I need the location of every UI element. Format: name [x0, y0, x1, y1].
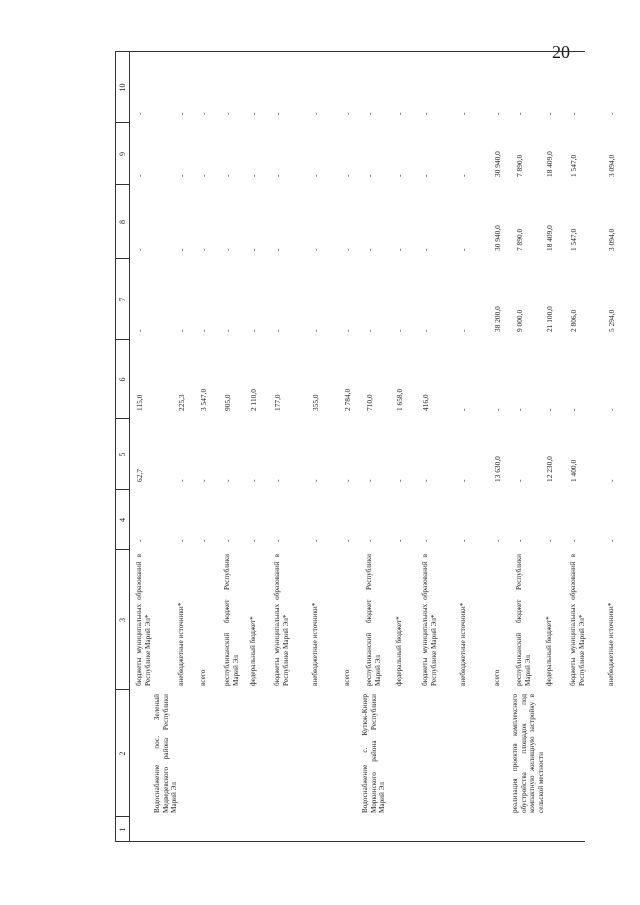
value-cell: 30 940,0: [493, 151, 502, 177]
value-cell: -: [311, 479, 320, 482]
value-cell: -: [311, 112, 320, 115]
value-cell: -: [223, 329, 232, 332]
column-header-1: 1: [118, 827, 127, 832]
value-cell: 355,0: [311, 394, 320, 411]
value-cell: 18 409,0: [545, 151, 554, 177]
value-cell: -: [273, 112, 282, 115]
value-cell: 13 630,0: [493, 456, 502, 482]
funding-source: всего: [199, 669, 207, 686]
value-cell: 3 547,0: [199, 388, 208, 411]
value-cell: -: [421, 329, 430, 332]
value-cell: -: [459, 174, 468, 177]
value-cell: -: [515, 479, 524, 482]
value-cell: -: [545, 539, 554, 542]
header-top-rule: [115, 52, 116, 842]
value-cell: -: [199, 112, 208, 115]
value-cell: -: [311, 329, 320, 332]
value-cell: -: [493, 408, 502, 411]
value-cell: -: [459, 329, 468, 332]
value-cell: -: [459, 479, 468, 482]
column-header-9: 9: [118, 152, 127, 156]
value-cell: -: [223, 248, 232, 251]
value-cell: 2 806,0: [569, 309, 578, 332]
value-cell: 9 000,0: [515, 309, 524, 332]
value-cell: -: [493, 112, 502, 115]
value-cell: 18 409,0: [545, 225, 554, 251]
value-cell: -: [515, 539, 524, 542]
value-cell: 38 200,0: [493, 306, 502, 332]
value-cell: -: [365, 248, 374, 251]
funding-source: всего: [343, 669, 351, 686]
value-cell: -: [365, 479, 374, 482]
value-cell: -: [199, 174, 208, 177]
group-name: Водоснабжение с. Кутюк-Кинер Моркинского района Республики Марий Эл: [361, 694, 386, 813]
column-header-8: 8: [118, 220, 127, 224]
funding-source: внебюджетные источники*: [311, 602, 319, 686]
column-header-5: 5: [118, 452, 127, 457]
value-cell: -: [223, 112, 232, 115]
value-cell: -: [365, 112, 374, 115]
value-cell: -: [343, 248, 352, 251]
funding-source: внебюджетные источники*: [177, 602, 185, 686]
value-cell: -: [365, 174, 374, 177]
value-cell: 115,0: [135, 394, 144, 411]
value-cell: -: [343, 539, 352, 542]
value-cell: -: [223, 539, 232, 542]
funding-source: внебюджетные источники*: [459, 602, 467, 686]
funding-source: республиканский бюджет Республики Марий Эл: [223, 554, 240, 686]
value-cell: -: [311, 174, 320, 177]
value-cell: 30 940,0: [493, 225, 502, 251]
funding-source: федеральный бюджет*: [249, 616, 257, 686]
value-cell: 1 658,0: [395, 388, 404, 411]
value-cell: -: [459, 539, 468, 542]
value-cell: -: [177, 479, 186, 482]
funding-source: бюджеты муниципальных образований в Республике Марий Эл*: [421, 554, 438, 686]
value-cell: -: [135, 329, 144, 332]
value-cell: -: [421, 479, 430, 482]
value-cell: -: [273, 174, 282, 177]
value-cell: -: [545, 408, 554, 411]
value-cell: -: [395, 112, 404, 115]
value-cell: -: [135, 112, 144, 115]
value-cell: -: [273, 329, 282, 332]
value-cell: -: [249, 174, 258, 177]
value-cell: 2 110,0: [249, 389, 258, 411]
value-cell: -: [515, 112, 524, 115]
value-cell: 21 100,0: [545, 306, 554, 332]
column-header-7: 7: [118, 297, 127, 302]
value-cell: 1 547,0: [569, 228, 578, 251]
value-cell: -: [493, 539, 502, 542]
value-cell: -: [607, 479, 616, 482]
value-cell: 7 890,0: [515, 228, 524, 251]
value-cell: -: [365, 329, 374, 332]
funding-source: республиканский бюджет Республики Марий Эл: [365, 554, 382, 686]
value-cell: -: [459, 248, 468, 251]
value-cell: -: [177, 248, 186, 251]
page-number: 20: [552, 42, 570, 62]
value-cell: -: [273, 248, 282, 251]
value-cell: 3 094,0: [607, 228, 616, 251]
column-header-4: 4: [118, 518, 127, 522]
value-cell: -: [199, 539, 208, 542]
budget-table: [115, 52, 616, 842]
value-cell: 710,0: [365, 394, 374, 411]
value-cell: -: [223, 174, 232, 177]
value-cell: -: [607, 112, 616, 115]
value-cell: -: [395, 174, 404, 177]
funding-source: внебюджетные источники*: [607, 602, 615, 686]
value-cell: -: [459, 112, 468, 115]
value-cell: -: [135, 174, 144, 177]
value-cell: -: [421, 174, 430, 177]
value-cell: -: [199, 329, 208, 332]
funding-source: бюджеты муниципальных образований в Республике Марий Эл*: [569, 554, 586, 686]
value-cell: -: [223, 479, 232, 482]
column-header-10: 10: [118, 83, 127, 92]
funding-source: республиканский бюджет Республики Марий Эл: [515, 554, 532, 686]
value-cell: -: [177, 112, 186, 115]
value-cell: -: [421, 112, 430, 115]
rotated-table-area: [115, 52, 616, 842]
column-header-2: 2: [118, 751, 127, 756]
funding-source: бюджеты муниципальных образований в Республике Марий Эл*: [135, 554, 152, 686]
value-cell: -: [249, 329, 258, 332]
value-cell: -: [311, 539, 320, 542]
funding-source: всего: [493, 669, 501, 686]
value-cell: 7 890,0: [515, 154, 524, 177]
value-cell: -: [569, 408, 578, 411]
value-cell: -: [607, 408, 616, 411]
value-cell: -: [249, 479, 258, 482]
value-cell: 3 094,0: [607, 154, 616, 177]
value-cell: -: [273, 539, 282, 542]
group-name: реализация проектов комплексного обустройства площадок под компактную жилищную застройку в сельской местности: [511, 694, 545, 813]
value-cell: -: [199, 479, 208, 482]
group-name: Водоснабжение пос. Зеленый Медведевского района Республики Марий Эл: [153, 694, 178, 813]
value-cell: -: [177, 174, 186, 177]
value-cell: -: [421, 539, 430, 542]
column-header-3: 3: [118, 618, 127, 622]
value-cell: 225,3: [177, 394, 186, 411]
value-cell: -: [249, 539, 258, 542]
value-cell: -: [515, 408, 524, 411]
value-cell: 12 230,0: [545, 456, 554, 482]
value-cell: -: [249, 248, 258, 251]
value-cell: -: [421, 248, 430, 251]
value-cell: 1 400,0: [569, 459, 578, 482]
value-cell: -: [569, 539, 578, 542]
value-cell: -: [395, 329, 404, 332]
value-cell: 1 547,0: [569, 154, 578, 177]
value-cell: -: [249, 112, 258, 115]
header-bottom-rule: [129, 52, 130, 842]
value-cell: -: [365, 539, 374, 542]
value-cell: -: [395, 479, 404, 482]
value-cell: -: [199, 248, 208, 251]
value-cell: -: [177, 539, 186, 542]
value-cell: 5 294,0: [607, 309, 616, 332]
value-cell: 2 784,0: [343, 388, 352, 411]
value-cell: -: [135, 248, 144, 251]
value-cell: -: [545, 112, 554, 115]
value-cell: -: [135, 539, 144, 542]
value-cell: 177,0: [273, 394, 282, 411]
column-header-6: 6: [118, 377, 127, 382]
column-divider: [115, 51, 585, 52]
value-cell: -: [607, 539, 616, 542]
funding-source: федеральный бюджет*: [545, 616, 553, 686]
value-cell: 62,7: [135, 469, 144, 482]
funding-source: федеральный бюджет*: [395, 616, 403, 686]
column-divider: [115, 841, 585, 842]
value-cell: -: [395, 539, 404, 542]
value-cell: -: [311, 248, 320, 251]
value-cell: -: [343, 329, 352, 332]
value-cell: -: [177, 329, 186, 332]
value-cell: -: [343, 112, 352, 115]
value-cell: -: [343, 479, 352, 482]
funding-source: бюджеты муниципальных образований в Республике Марий Эл*: [273, 554, 290, 686]
value-cell: -: [273, 479, 282, 482]
value-cell: 905,0: [223, 394, 232, 411]
value-cell: 416,0: [421, 394, 430, 411]
value-cell: -: [459, 408, 468, 411]
value-cell: -: [343, 174, 352, 177]
value-cell: -: [569, 112, 578, 115]
value-cell: -: [395, 248, 404, 251]
